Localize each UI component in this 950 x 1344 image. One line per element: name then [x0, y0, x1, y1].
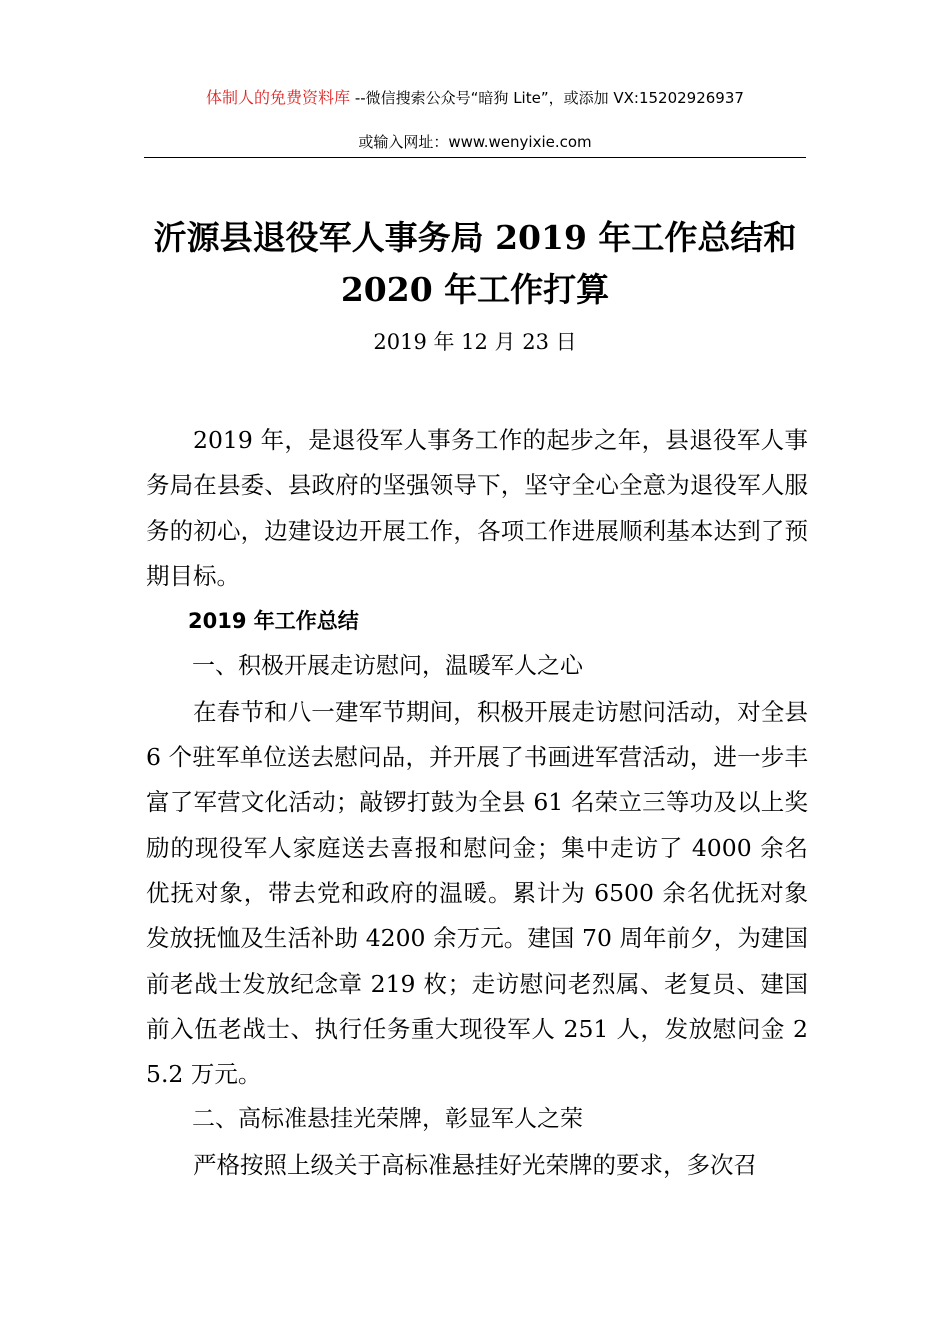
- item2-heading: 二、高标准悬挂光荣牌，彰显军人之荣: [192, 1106, 583, 1133]
- header-brand: 体制人的免费资料库: [206, 88, 351, 107]
- document-body: [146, 418, 808, 1188]
- item1-heading: 一、积极开展走访慰问，温暖军人之心: [192, 653, 583, 680]
- intro-paragraph: 2019 年，是退役军人事务工作的起步之年，县退役军人事务局在县委、县政府的坚强领导下，坚守全心全意为退役军人服务的初心，边建设边开展工作，各项工作进展顺利基本达到了预期目标。: [146, 426, 808, 590]
- title-line-2: 2020 年工作打算: [340, 270, 610, 309]
- document-title: [100, 212, 850, 316]
- header-url-line: 或输入网址：www.wenyixie.com: [358, 133, 592, 151]
- header-promo-line: [144, 84, 806, 112]
- item1-paragraph: 在春节和八一建军节期间，积极开展走访慰问活动，对全县 6 个驻军单位送去慰问品，并开展了书画进军营活动，进一步丰富了军营文化活动；敲锣打鼓为全县 61 名荣立三等功及以上奖励的现役军人家庭送去喜报和慰问金；集中走访了 4000 余名优抚对象，带去党和政府的温暖。累计为 6500 余名优抚对象发放抚恤及生活补助 4200 余万元。建国 70 周年前夕，为建国前老战士发放纪念章 219 枚；走访慰问老烈属、老复员、建国前入伍老战士、执行任务重大现役军人 251 人，发放慰问金 25.2 万元。: [146, 697, 808, 1089]
- header-divider: [144, 157, 806, 158]
- header-info: --微信搜索公众号“暗狗 Lite”，或添加 VX:15202926937: [350, 89, 744, 107]
- page-header: [144, 84, 806, 156]
- section-heading: 2019 年工作总结: [188, 609, 359, 634]
- title-line-1: 沂源县退役军人事务局 2019 年工作总结和: [153, 218, 797, 257]
- item2-paragraph: 严格按照上级关于高标准悬挂好光荣牌的要求，多次召: [193, 1150, 757, 1179]
- document-date: 2019 年 12 月 23 日: [373, 330, 577, 354]
